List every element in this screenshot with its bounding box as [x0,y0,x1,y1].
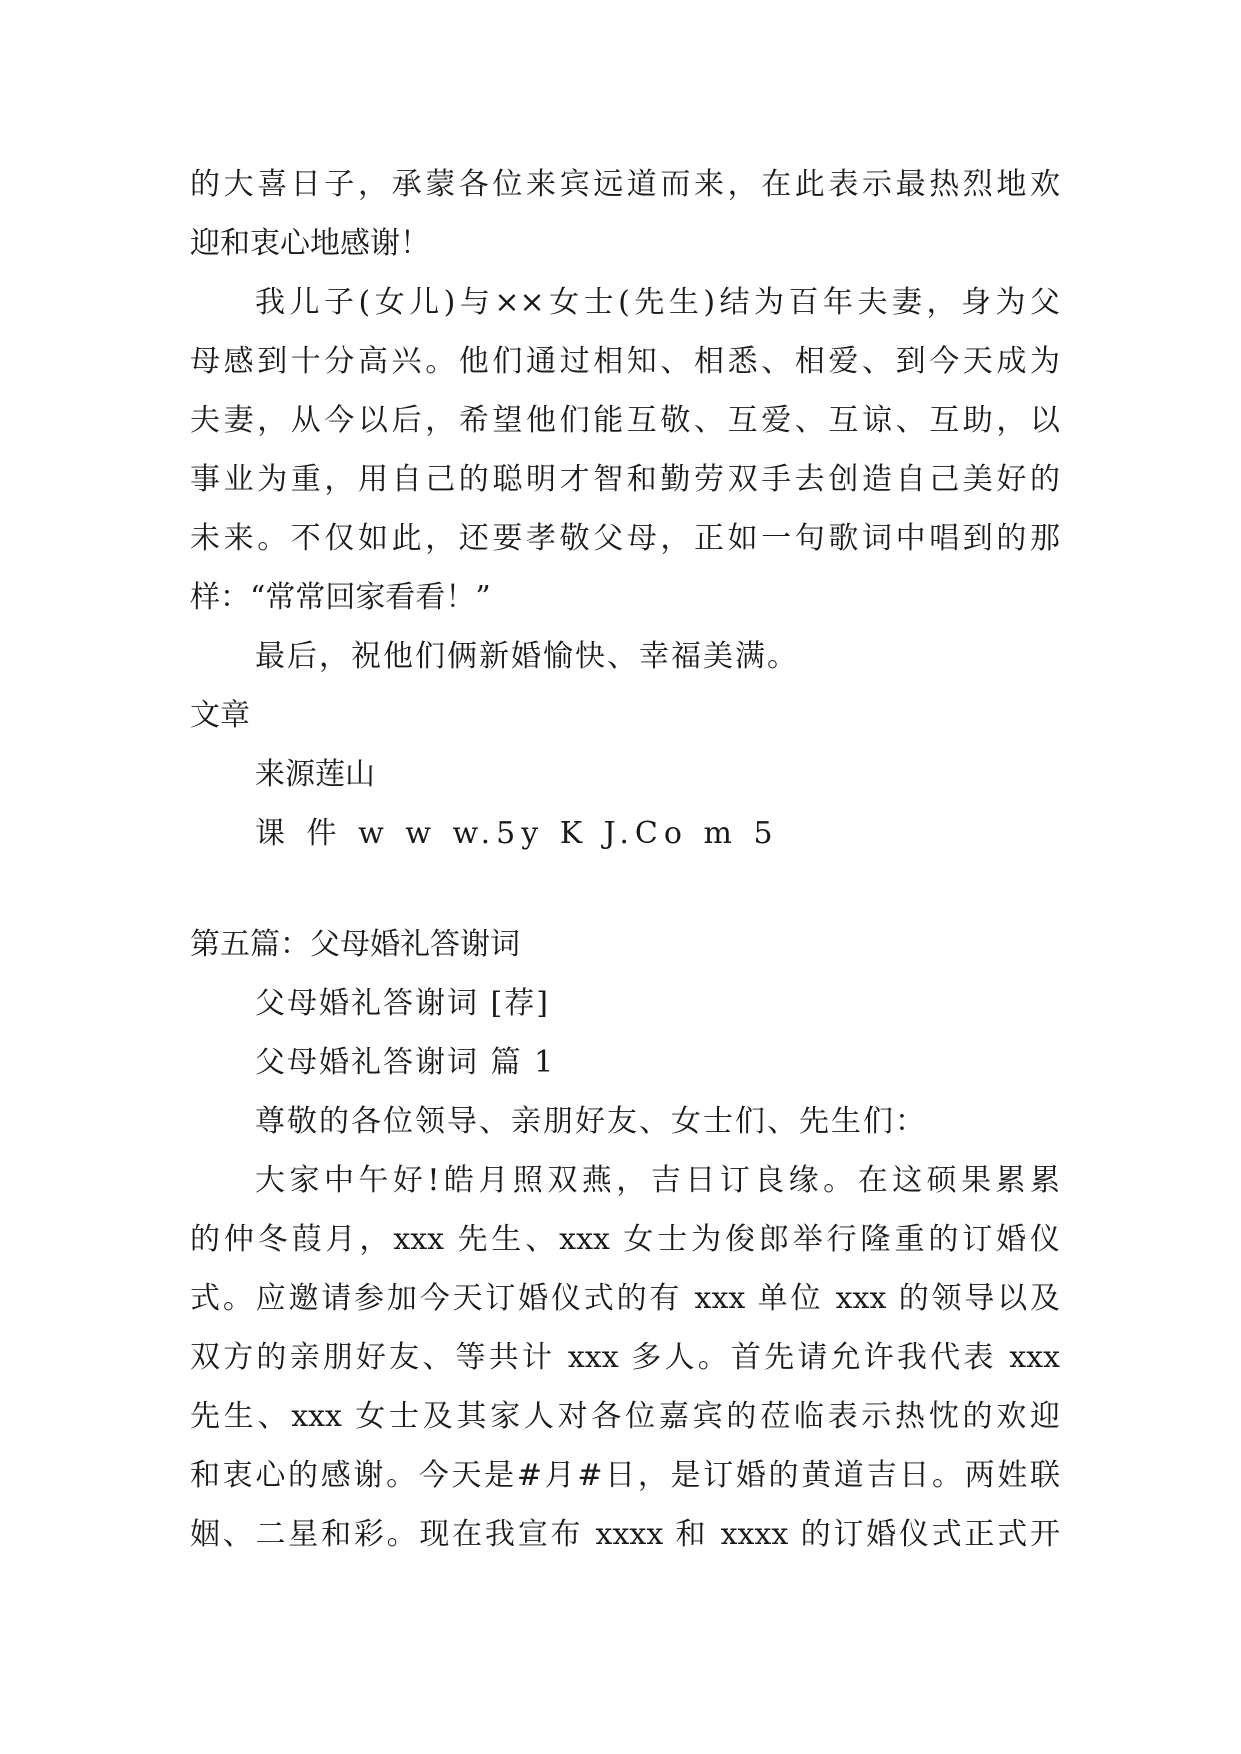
source-name: 来源莲山 [255,757,375,792]
source-site: 课 件 w w w.5y K J.Co m 5 [255,816,779,851]
paragraph-4-line-7: 姻、二星和彩。现在我宣布 xxxx 和 xxxx 的订婚仪式正式开 [190,1517,1060,1552]
paragraph-4-line-2: 的仲冬葭月，xxx 先生、xxx 女士为俊郎举行隆重的订婚仪 [190,1222,1060,1257]
greeting: 尊敬的各位领导、亲朋好友、女士们、先生们： [255,1104,927,1139]
section-spacer [190,863,1060,915]
paragraph-2-line-5: 未来。不仅如此，还要孝敬父母，正如一句歌词中唱到的那 [190,521,1060,556]
paragraph-4-line-3: 式。应邀请参加今天订婚仪式的有 xxx 单位 xxx 的领导以及 [190,1281,1060,1316]
paragraph-2-line-2: 母感到十分高兴。他们通过相知、相悉、相爱、到今天成为 [190,344,1060,379]
paragraph-4-line-1: 大家中午好!皓月照双燕，吉日订良缘。在这硕果累累 [255,1163,1060,1198]
paragraph-2-line-4: 事业为重，用自己的聪明才智和勤劳双手去创造自己美好的 [190,462,1060,497]
paragraph-4-line-5: 先生、xxx 女士及其家人对各位嘉宾的莅临表示热忱的欢迎 [190,1399,1060,1434]
paragraph-1-line-2: 迎和衷心地感谢！ [190,226,430,261]
paragraph-2-line-3: 夫妻，从今以后，希望他们能互敬、互爱、互谅、互助，以 [190,403,1060,438]
source-label: 文章 [190,698,250,733]
paragraph-3: 最后，祝他们俩新婚愉快、幸福美满。 [255,639,799,674]
paragraph-1-line-1: 的大喜日子，承蒙各位来宾远道而来，在此表示最热烈地欢 [190,167,1060,202]
paragraph-2-line-1: 我儿子(女儿)与××女士(先生)结为百年夫妻，身为父 [255,285,1060,320]
subtitle-1: 父母婚礼答谢词 [荐] [255,986,550,1021]
paragraph-2-line-6: 样：“常常回家看看！” [190,580,491,615]
paragraph-4-line-6: 和衷心的感谢。今天是#月#日，是订婚的黄道吉日。两姓联 [190,1458,1060,1493]
document-body [190,155,1060,1564]
paragraph-4-line-4: 双方的亲朋好友、等共计 xxx 多人。首先请允许我代表 xxx [190,1340,1060,1375]
subtitle-2: 父母婚礼答谢词 篇 1 [255,1045,556,1080]
section-title: 第五篇：父母婚礼答谢词 [190,927,520,962]
